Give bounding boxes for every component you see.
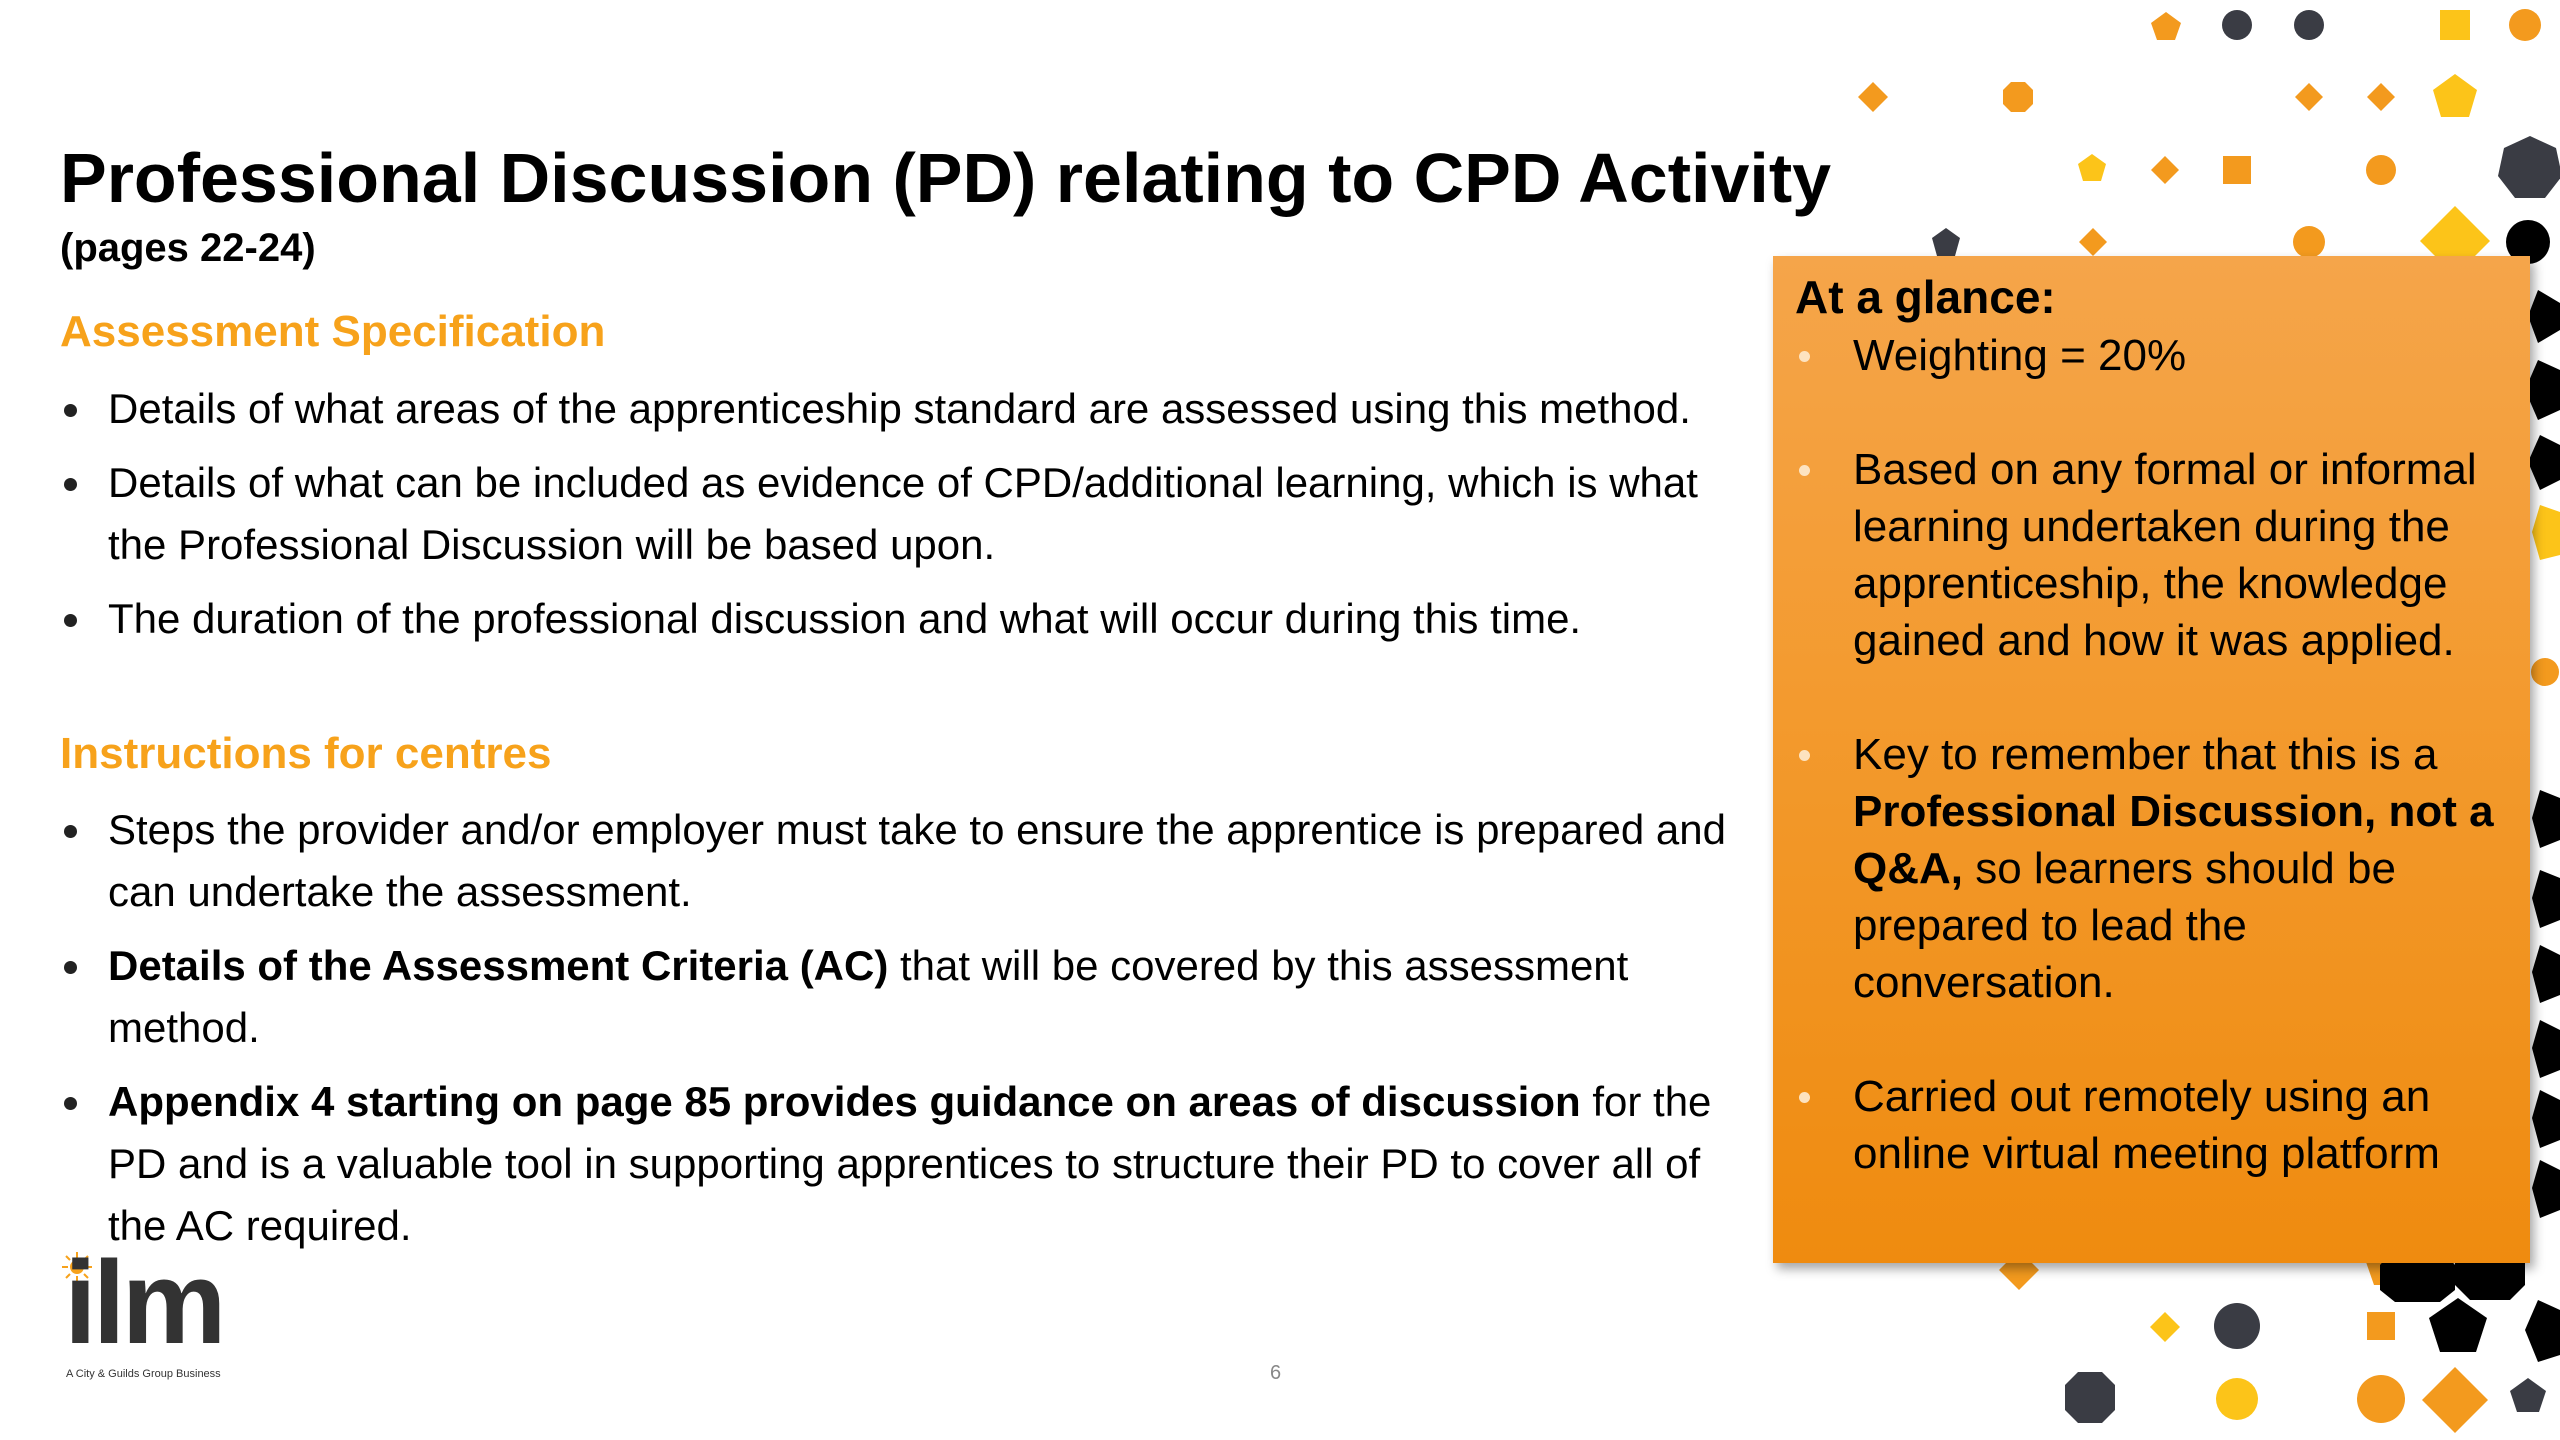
list-item-text: that will be covered by this assessment method. [108, 942, 1629, 1051]
at-a-glance-panel [1773, 256, 2530, 1263]
logo-text: ilm [64, 1237, 223, 1369]
glance-item-text: Based on any formal or informal learning undertaken during the apprenticeship, the knowledge gained and how it was applied. [1853, 445, 2477, 666]
circle-shape [2214, 1303, 2260, 1349]
instructions-list [60, 799, 1760, 1269]
diamond-shape [2367, 83, 2395, 111]
glance-item-text: Key to remember that this is a [1853, 730, 2438, 780]
heptagon-shape [2528, 435, 2560, 490]
list-item: The duration of the professional discussion and what will occur during this time. [60, 588, 1760, 650]
square-shape [2440, 10, 2470, 40]
heptagon-shape [2525, 1300, 2560, 1362]
glance-item-text: so learners should be prepared to lead the conversation. [1853, 844, 2396, 1008]
octagon-shape [2003, 82, 2033, 112]
diamond-shape [2151, 156, 2179, 184]
circle-shape [2293, 226, 2325, 258]
list-item-text: for the PD and is a valuable tool in supporting apprentices to structure their PD to cover all of the AC required. [108, 1078, 1712, 1249]
heptagon-shape [2532, 1160, 2560, 1218]
glance-item [1795, 441, 2506, 669]
assessment-spec-list [60, 378, 1760, 662]
heptagon-shape [2532, 945, 2560, 1003]
hexagon-shape [2528, 290, 2560, 343]
circle-shape [2509, 9, 2541, 41]
pentagon-shape [2078, 154, 2106, 181]
diamond-shape [2295, 83, 2323, 111]
diamond-shape [1858, 82, 1888, 112]
diamond-shape [2079, 228, 2107, 256]
page-number: 6 [1270, 1362, 1282, 1384]
diamond-shape [2422, 1367, 2488, 1433]
list-item [60, 935, 1760, 1059]
list-item-bold-text: Appendix 4 starting on page 85 provides guidance on areas of discussion [108, 1078, 1581, 1125]
page-subtitle: (pages 22-24) [60, 226, 316, 270]
pentagon-shape [2151, 12, 2181, 40]
heptagon-shape [2532, 1090, 2560, 1148]
heptagon-shape [2498, 136, 2560, 198]
list-item [60, 799, 1760, 923]
heptagon-shape [2532, 870, 2560, 928]
glance-item [1795, 726, 2506, 1011]
pentagon-shape [2429, 1298, 2487, 1352]
circle-shape [2222, 10, 2252, 40]
circle-shape [2357, 1375, 2405, 1423]
list-item: Details of what areas of the apprenticeship standard are assessed using this method. [60, 378, 1760, 440]
instructions-heading: Instructions for centres [60, 729, 552, 778]
circle-shape [2294, 10, 2324, 40]
list-item: Details of what can be included as evidence of CPD/additional learning, which is what the Professional Discussion will be based upon. [60, 452, 1760, 576]
octagon-shape [2065, 1372, 2115, 1423]
circle-shape [2216, 1378, 2258, 1420]
glance-item-bold-text: Professional Discussion, not a Q&A, [1853, 787, 2494, 894]
glance-item [1795, 1068, 2506, 1182]
at-a-glance-list [1795, 327, 2506, 1182]
glance-item [1795, 327, 2506, 384]
heptagon-shape [2532, 505, 2560, 560]
at-a-glance-title: At a glance: [1795, 271, 2056, 323]
pentagon-shape [1932, 228, 1960, 256]
glance-item-text: Carried out remotely using an online virtual meeting platform [1853, 1072, 2440, 1179]
glance-item-text: Weighting = 20% [1853, 331, 2187, 381]
assessment-spec-heading: Assessment Specification [60, 307, 606, 356]
list-item-text: Steps the provider and/or employer must take to ensure the apprentice is prepared and can undertake the assessment. [108, 806, 1726, 915]
heptagon-shape [2532, 1020, 2560, 1078]
circle-shape [2366, 155, 2396, 185]
circle-shape [2531, 658, 2559, 686]
square-shape [2367, 1312, 2395, 1340]
pentagon-shape [2433, 74, 2477, 117]
heptagon-shape [2525, 360, 2560, 420]
diamond-shape [2150, 1312, 2180, 1342]
ilm-logo [60, 1237, 250, 1380]
logo-tagline: A City & Guilds Group Business [66, 1368, 221, 1380]
page-title: Professional Discussion (PD) relating to CPD Activity [60, 139, 1832, 217]
square-shape [2223, 156, 2251, 184]
list-item-bold-text: Details of the Assessment Criteria (AC) [108, 942, 889, 989]
pentagon-shape [2510, 1378, 2546, 1412]
list-item [60, 1071, 1760, 1257]
heptagon-shape [2532, 790, 2560, 848]
